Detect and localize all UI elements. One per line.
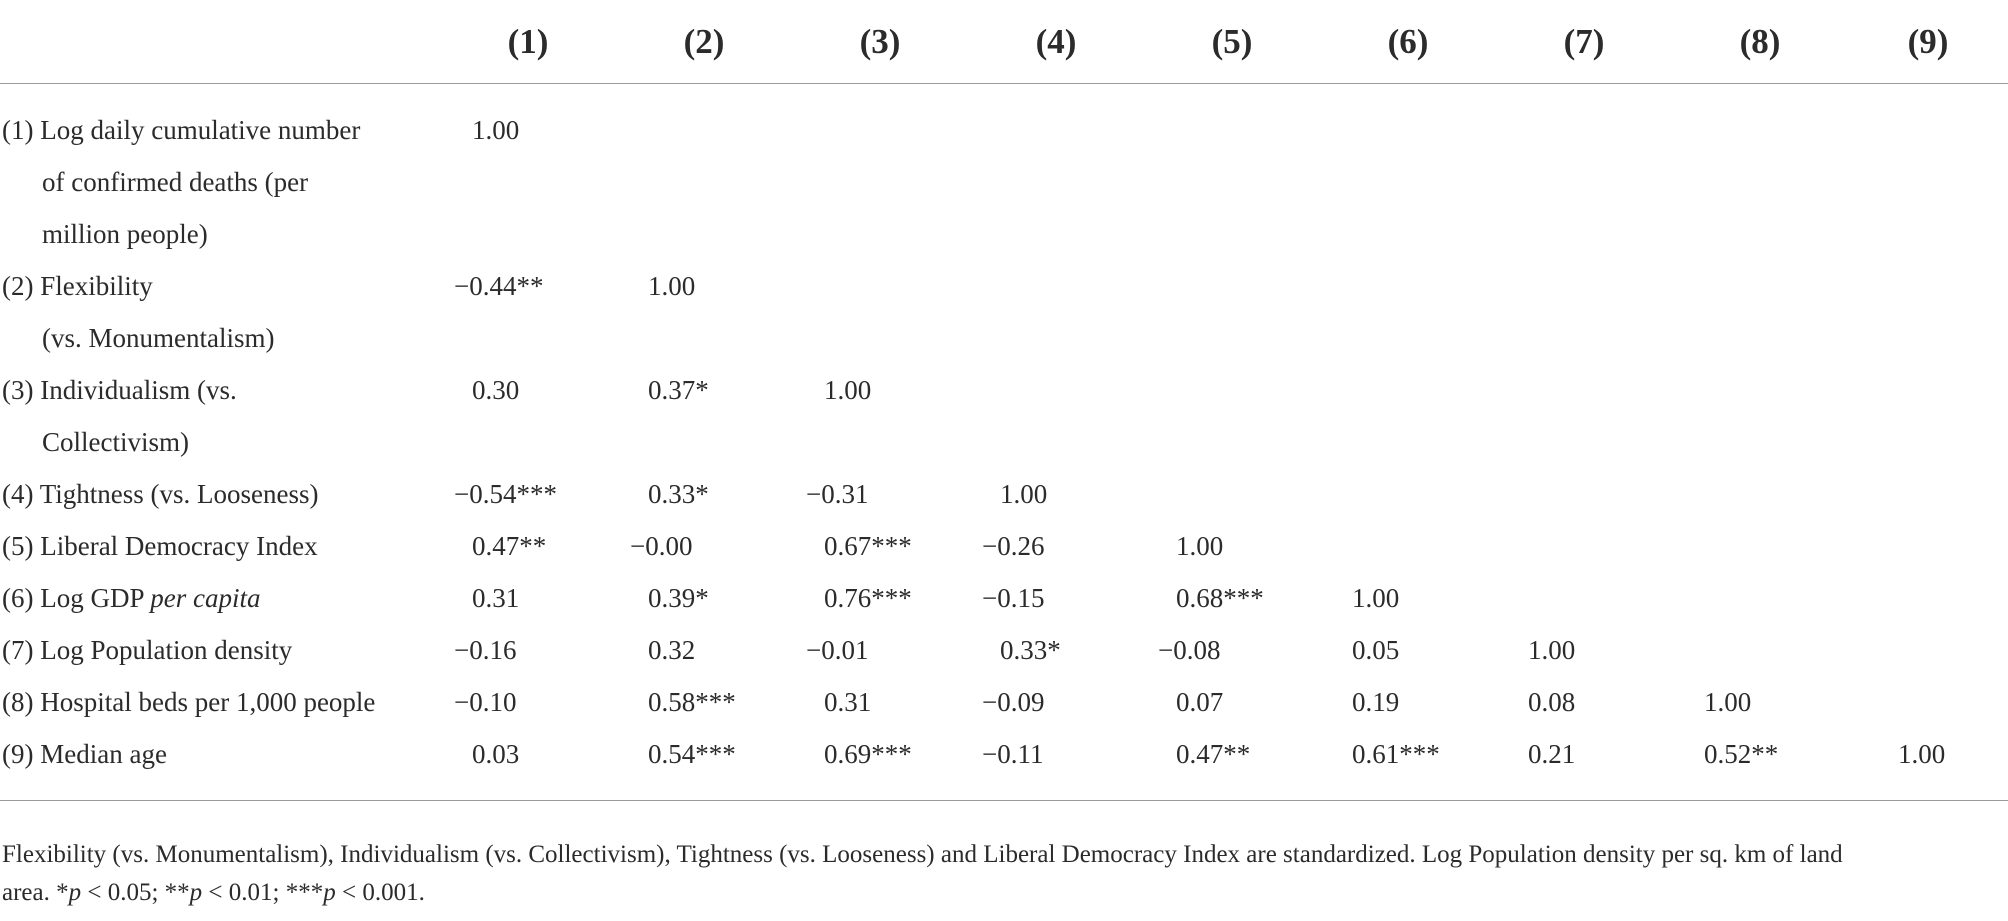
row-label-line: of confirmed deaths (per: [42, 167, 309, 197]
correlation-value: 0.05: [1352, 635, 1400, 665]
correlation-cell: [1672, 84, 1848, 261]
row-label-text: (6) Log GDP: [2, 583, 151, 613]
correlation-cell: [792, 260, 968, 364]
row-label-italic: per capita: [150, 583, 261, 613]
row-label: [0, 728, 440, 801]
correlation-cell: [1320, 520, 1496, 572]
correlation-cell: [792, 728, 968, 801]
correlation-cell: [1144, 260, 1320, 364]
correlation-cell: [1320, 624, 1496, 676]
correlation-cell: [1320, 572, 1496, 624]
correlation-value: 0.07: [1176, 687, 1224, 717]
column-header: (3): [792, 0, 968, 84]
correlation-value: −0.11: [982, 739, 1044, 769]
correlation-cell: [1848, 468, 2008, 520]
row-label-line: (9) Median age: [2, 739, 167, 769]
correlation-value: −0.01: [806, 635, 869, 665]
correlation-cell: [1848, 84, 2008, 261]
row-label-line: (vs. Monumentalism): [42, 323, 275, 353]
correlation-cell: [968, 84, 1144, 261]
correlation-cell: [616, 520, 792, 572]
correlation-cell: [1496, 728, 1672, 801]
correlation-cell: [1848, 676, 2008, 728]
correlation-value: 0.52**: [1704, 739, 1779, 769]
correlation-cell: [440, 572, 616, 624]
correlation-cell: [792, 84, 968, 261]
correlation-value: 0.76***: [824, 583, 912, 613]
correlation-cell: [1320, 260, 1496, 364]
correlation-cell: [1144, 572, 1320, 624]
correlation-value: 0.30: [472, 375, 520, 405]
correlation-cell: [792, 572, 968, 624]
row-label-line: (1) Log daily cumulative number: [2, 115, 361, 145]
table-row: [0, 624, 2008, 676]
correlation-value: 1.00: [824, 375, 872, 405]
correlation-value: −0.54***: [454, 479, 557, 509]
correlation-value: 0.67***: [824, 531, 912, 561]
correlation-cell: [440, 624, 616, 676]
correlation-cell: [792, 468, 968, 520]
correlation-cell: [1320, 728, 1496, 801]
correlation-value: −0.08: [1158, 635, 1221, 665]
correlation-cell: [1320, 676, 1496, 728]
column-header: (1): [440, 0, 616, 84]
correlation-cell: [1144, 624, 1320, 676]
correlation-value: 0.08: [1528, 687, 1576, 717]
row-label-line: (5) Liberal Democracy Index: [2, 531, 318, 561]
column-header: (7): [1496, 0, 1672, 84]
row-label: [0, 364, 440, 468]
correlation-value: 0.68***: [1176, 583, 1264, 613]
correlation-cell: [1144, 468, 1320, 520]
correlation-cell: [616, 468, 792, 520]
correlation-cell: [792, 676, 968, 728]
correlation-cell: [1672, 260, 1848, 364]
correlation-cell: [1672, 468, 1848, 520]
correlation-cell: [1320, 84, 1496, 261]
correlation-cell: [1848, 572, 2008, 624]
correlation-value: 0.39*: [648, 583, 709, 613]
correlation-cell: [1496, 260, 1672, 364]
correlation-cell: [968, 572, 1144, 624]
correlation-cell: [1496, 468, 1672, 520]
correlation-cell: [968, 520, 1144, 572]
correlation-cell: [1496, 364, 1672, 468]
correlation-value: 0.47**: [1176, 739, 1251, 769]
correlation-value: 1.00: [1000, 479, 1048, 509]
correlation-value: 0.33*: [1000, 635, 1061, 665]
header-row: [0, 0, 2008, 84]
column-header: (6): [1320, 0, 1496, 84]
correlation-cell: [616, 676, 792, 728]
correlation-cell: [1672, 624, 1848, 676]
correlation-value: 0.19: [1352, 687, 1400, 717]
correlation-cell: [616, 624, 792, 676]
correlation-cell: [1496, 572, 1672, 624]
correlation-cell: [792, 624, 968, 676]
row-label: [0, 572, 440, 624]
row-label-line: (3) Individualism (vs.: [2, 375, 237, 405]
correlation-cell: [1496, 676, 1672, 728]
footnote-line-1: Flexibility (vs. Monumentalism), Individualism (vs. Collectivism), Tightness (vs. Looseness) and Liberal Democracy Index are standardized. Log Population density per sq. km of land: [2, 841, 1843, 868]
correlation-value: 0.54***: [648, 739, 736, 769]
correlation-cell: [616, 260, 792, 364]
correlation-cell: [1496, 624, 1672, 676]
correlation-value: 0.21: [1528, 739, 1576, 769]
column-header: (8): [1672, 0, 1848, 84]
correlation-cell: [1848, 364, 2008, 468]
column-header: (4): [968, 0, 1144, 84]
correlation-value: 0.32: [648, 635, 696, 665]
table-footnote: [2, 836, 2002, 912]
correlation-value: 0.69***: [824, 739, 912, 769]
correlation-cell: [792, 364, 968, 468]
correlation-cell: [440, 260, 616, 364]
row-label: [0, 468, 440, 520]
correlation-cell: [1848, 728, 2008, 801]
correlation-cell: [968, 468, 1144, 520]
correlation-cell: [968, 676, 1144, 728]
correlation-value: 0.33*: [648, 479, 709, 509]
correlation-cell: [968, 260, 1144, 364]
correlation-cell: [1144, 364, 1320, 468]
correlation-cell: [616, 364, 792, 468]
table-body: [0, 84, 2008, 801]
correlation-cell: [440, 364, 616, 468]
correlation-value: 1.00: [1898, 739, 1946, 769]
row-label-line: [2, 572, 440, 624]
correlation-value: −0.16: [454, 635, 517, 665]
correlation-value: 1.00: [648, 271, 696, 301]
correlation-value: 1.00: [1352, 583, 1400, 613]
correlation-value: 0.31: [824, 687, 872, 717]
correlation-cell: [1672, 364, 1848, 468]
correlation-value: −0.26: [982, 531, 1045, 561]
table-row: [0, 728, 2008, 801]
correlation-cell: [1672, 676, 1848, 728]
row-label-line: million people): [42, 219, 208, 249]
column-header: (2): [616, 0, 792, 84]
correlation-cell: [1144, 84, 1320, 261]
row-label-line: Collectivism): [42, 427, 189, 457]
row-label-line: (2) Flexibility: [2, 271, 153, 301]
correlation-cell: [1672, 572, 1848, 624]
correlation-cell: [792, 520, 968, 572]
correlation-cell: [968, 728, 1144, 801]
column-header: (9): [1848, 0, 2008, 84]
table-row: [0, 676, 2008, 728]
table-row: [0, 468, 2008, 520]
row-label: [0, 260, 440, 364]
row-label: [0, 676, 440, 728]
correlation-value: −0.00: [630, 531, 693, 561]
row-label: [0, 520, 440, 572]
row-label-line: (4) Tightness (vs. Looseness): [2, 479, 319, 509]
correlation-cell: [1848, 260, 2008, 364]
footnote-line-2: area. *p < 0.05; **p < 0.01; ***p < 0.001.: [2, 879, 425, 906]
correlation-cell: [616, 572, 792, 624]
correlation-value: −0.15: [982, 583, 1045, 613]
correlation-cell: [616, 84, 792, 261]
correlation-cell: [1496, 84, 1672, 261]
correlation-value: 1.00: [1704, 687, 1752, 717]
correlation-cell: [1496, 520, 1672, 572]
table-row: [0, 364, 2008, 468]
correlation-value: 0.47**: [472, 531, 547, 561]
correlation-cell: [440, 468, 616, 520]
correlation-cell: [1320, 364, 1496, 468]
correlation-cell: [440, 676, 616, 728]
correlation-value: 1.00: [1528, 635, 1576, 665]
correlation-cell: [1848, 624, 2008, 676]
correlation-cell: [440, 520, 616, 572]
correlation-value: 1.00: [1176, 531, 1224, 561]
correlation-value: 1.00: [472, 115, 520, 145]
table-row: [0, 572, 2008, 624]
column-header: (5): [1144, 0, 1320, 84]
correlation-cell: [1672, 728, 1848, 801]
correlation-value: 0.31: [472, 583, 520, 613]
table-row: [0, 520, 2008, 572]
correlation-cell: [1320, 468, 1496, 520]
correlation-value: 0.03: [472, 739, 520, 769]
table-row: [0, 260, 2008, 364]
row-label: [0, 84, 440, 261]
correlation-cell: [440, 728, 616, 801]
correlation-cell: [616, 728, 792, 801]
correlation-cell: [1144, 728, 1320, 801]
correlation-value: 0.61***: [1352, 739, 1440, 769]
correlation-cell: [440, 84, 616, 261]
row-label-line: (8) Hospital beds per 1,000 people: [2, 687, 376, 717]
correlation-value: −0.10: [454, 687, 517, 717]
row-label: [0, 624, 440, 676]
correlation-value: 0.37*: [648, 375, 709, 405]
correlation-value: −0.31: [806, 479, 869, 509]
header-corner: [0, 0, 440, 84]
correlation-cell: [1144, 676, 1320, 728]
table-row: [0, 84, 2008, 261]
correlation-value: −0.09: [982, 687, 1045, 717]
row-label-line: (7) Log Population density: [2, 635, 293, 665]
correlation-cell: [1672, 520, 1848, 572]
correlation-value: 0.58***: [648, 687, 736, 717]
correlation-cell: [968, 364, 1144, 468]
correlation-cell: [968, 624, 1144, 676]
correlation-value: −0.44**: [454, 271, 544, 301]
correlation-cell: [1848, 520, 2008, 572]
correlation-cell: [1144, 520, 1320, 572]
